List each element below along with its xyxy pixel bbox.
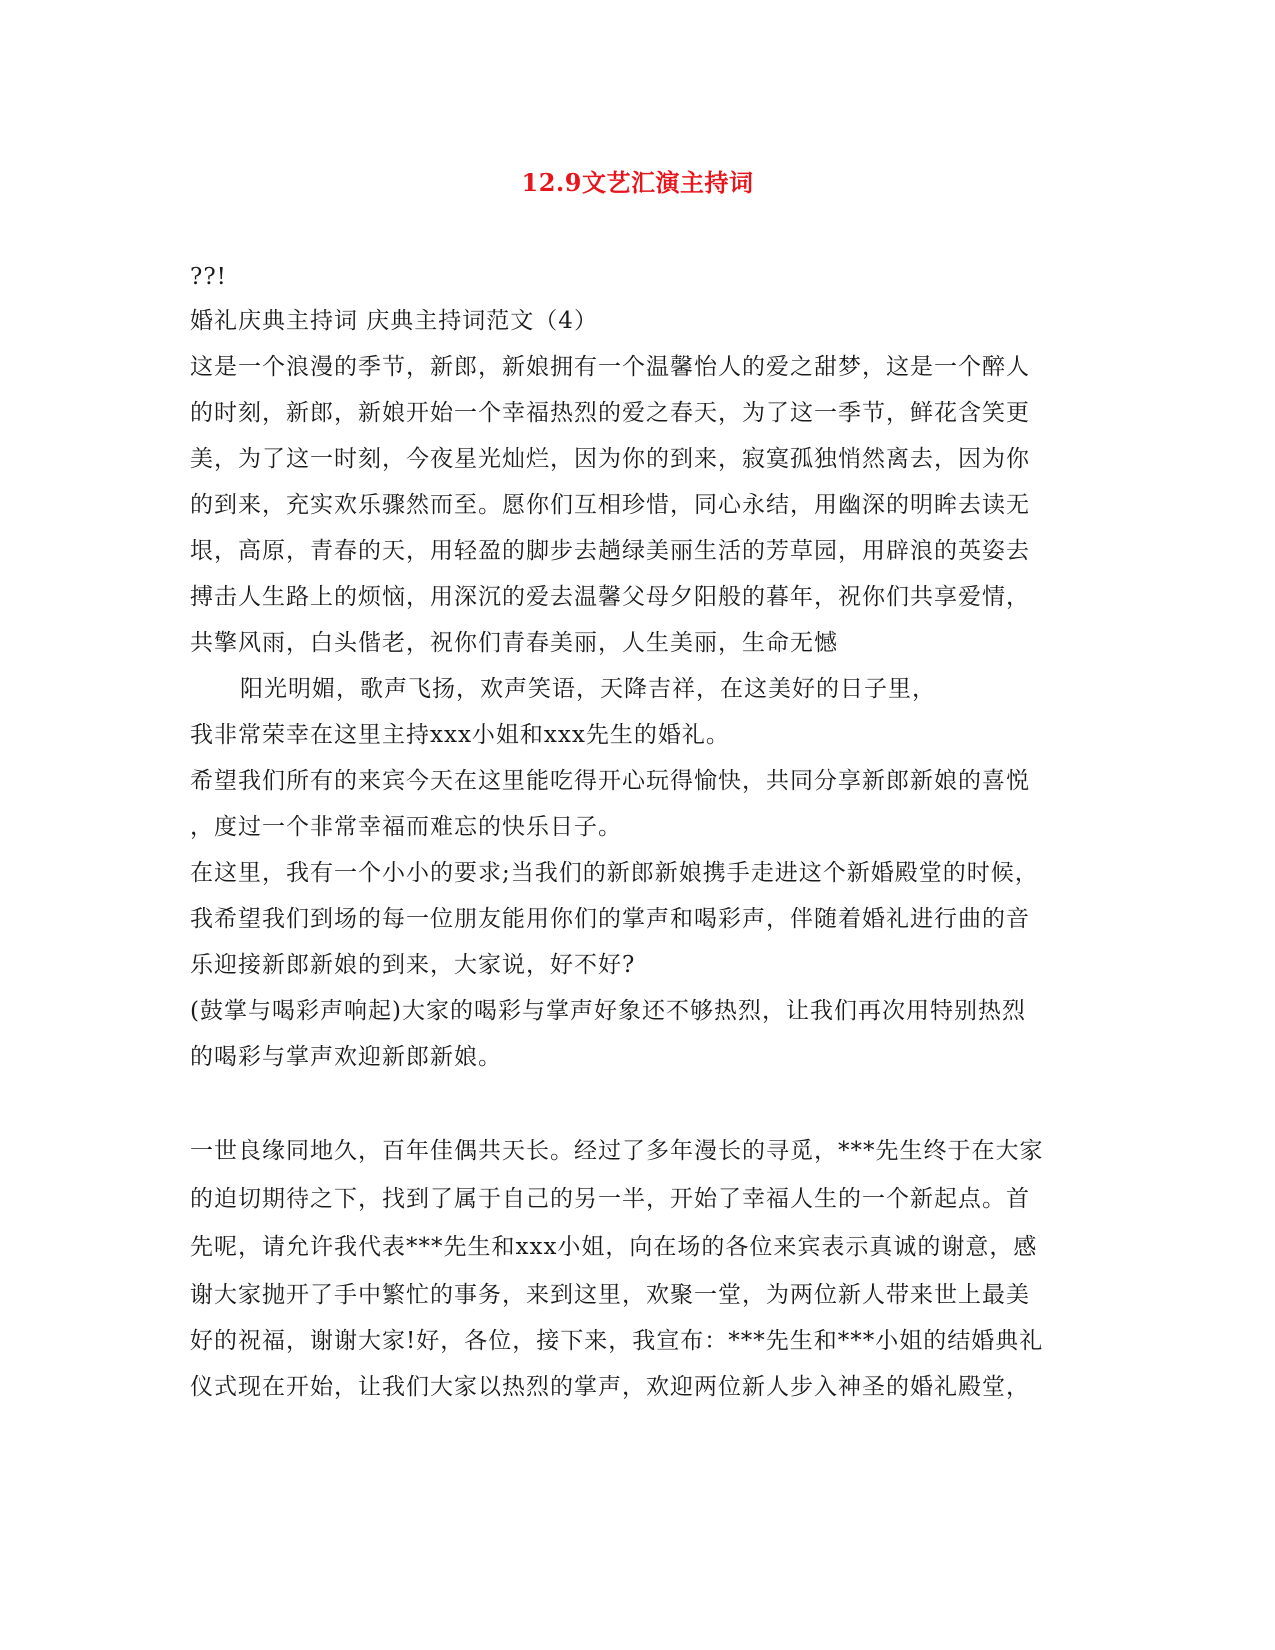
text-line: 我希望我们到场的每一位朋友能用你们的掌声和喝彩声，伴随着婚礼进行曲的音 (190, 906, 1030, 932)
text-line: 我非常荣幸在这里主持xxx小姐和xxx先生的婚礼。 (190, 722, 730, 748)
text-line: 的迫切期待之下，找到了属于自己的另一半，开始了幸福人生的一个新起点。首 (190, 1186, 1030, 1212)
text-line: 婚礼庆典主持词 庆典主持词范文（4） (190, 308, 598, 334)
text-line: ，度过一个非常幸福而难忘的快乐日子。 (190, 814, 622, 840)
text-line: 好的祝福，谢谢大家!好，各位，接下来，我宣布：***先生和***小姐的结婚典礼 (190, 1328, 1044, 1354)
text-line: 垠，高原，青春的天，用轻盈的脚步去趟绿美丽生活的芳草园，用辟浪的英姿去 (190, 538, 1030, 564)
text-line: 的到来，充实欢乐骤然而至。愿你们互相珍惜，同心永结，用幽深的明眸去读无 (190, 492, 1030, 518)
text-line: 的时刻，新郎，新娘开始一个幸福热烈的爱之春天，为了这一季节，鲜花含笑更 (190, 400, 1030, 426)
document-title: 12.9文艺汇演主持词 (521, 168, 754, 197)
text-line: 这是一个浪漫的季节，新郎，新娘拥有一个温馨怡人的爱之甜梦，这是一个醉人 (190, 354, 1030, 380)
text-line: 在这里，我有一个小小的要求;当我们的新郎新娘携手走进这个新婚殿堂的时候， (190, 860, 1039, 886)
text-line: 阳光明媚，歌声飞扬，欢声笑语，天降吉祥，在这美好的日子里， (240, 676, 936, 702)
text-line: 搏击人生路上的烦恼，用深沉的爱去温馨父母夕阳般的暮年，祝你们共享爱情， (190, 584, 1030, 610)
text-line: 美，为了这一时刻，今夜星光灿烂，因为你的到来，寂寞孤独悄然离去，因为你 (190, 446, 1030, 472)
text-line: 谢大家抛开了手中繁忙的事务，来到这里，欢聚一堂，为两位新人带来世上最美 (190, 1282, 1030, 1308)
text-line: (鼓掌与喝彩声响起)大家的喝彩与掌声好象还不够热烈，让我们再次用特别热烈 (190, 998, 1026, 1024)
text-line: 先呢，请允许我代表***先生和xxx小姐，向在场的各位来宾表示真诚的谢意，感 (190, 1234, 1038, 1260)
text-line: 一世良缘同地久，百年佳偶共天长。经过了多年漫长的寻觅，***先生终于在大家 (190, 1138, 1044, 1164)
text-line: 共擎风雨，白头偕老，祝你们青春美丽，人生美丽，生命无憾 (190, 630, 838, 656)
text-line: ??! (190, 264, 227, 290)
text-line: 希望我们所有的来宾今天在这里能吃得开心玩得愉快，共同分享新郎新娘的喜悦 (190, 768, 1030, 794)
text-line: 仪式现在开始，让我们大家以热烈的掌声，欢迎两位新人步入神圣的婚礼殿堂， (190, 1374, 1030, 1400)
text-line: 乐迎接新郎新娘的到来，大家说，好不好? (190, 952, 636, 978)
text-line: 的喝彩与掌声欢迎新郎新娘。 (190, 1044, 502, 1070)
